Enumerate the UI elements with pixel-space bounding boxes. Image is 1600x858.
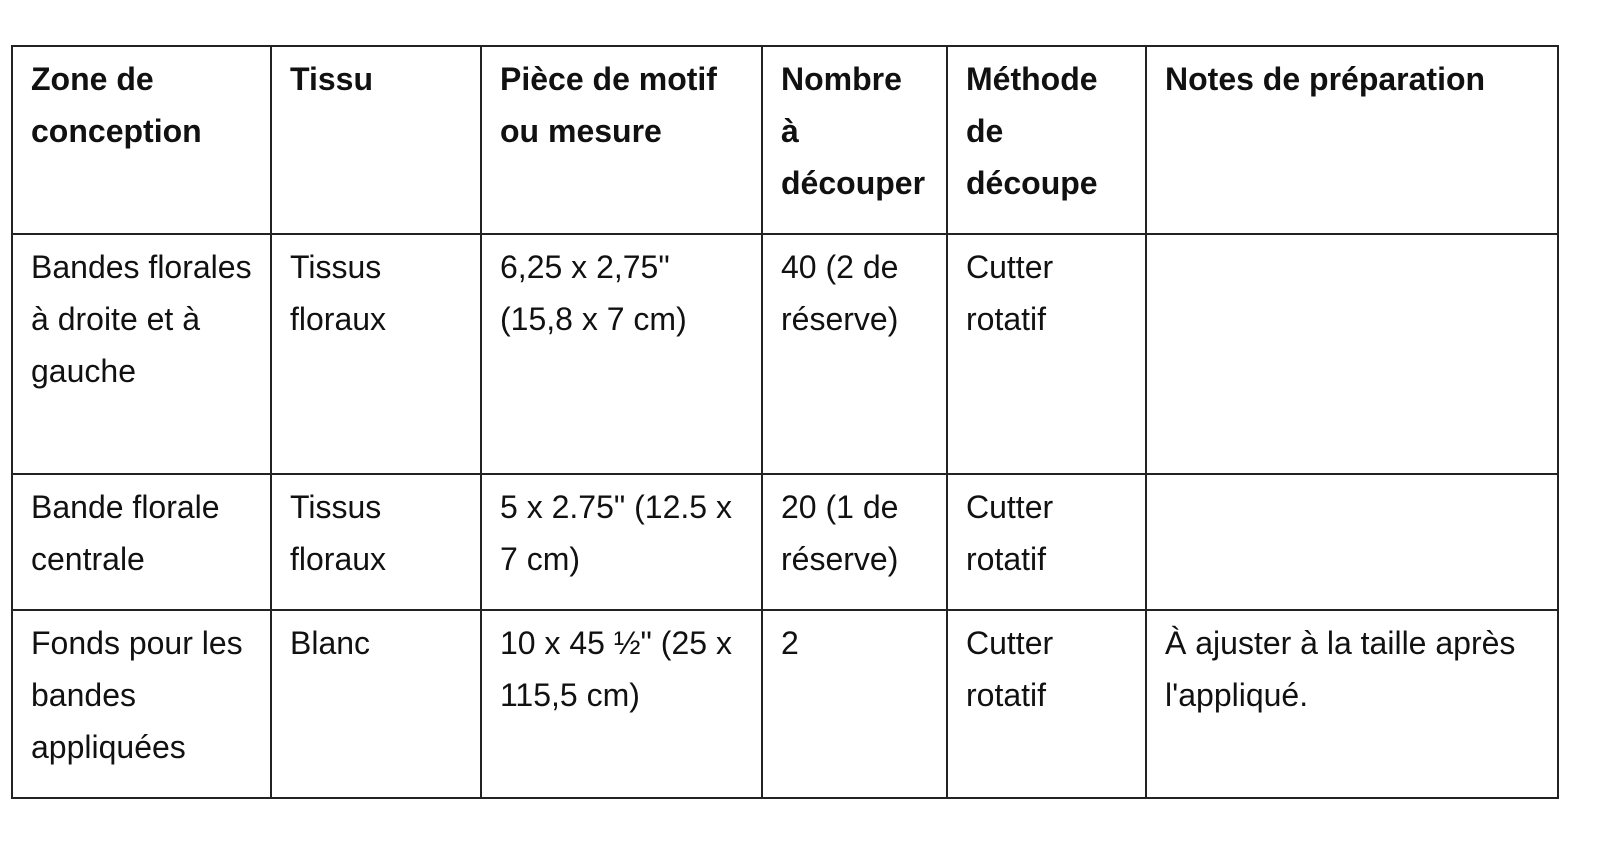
table-body [12, 234, 1558, 798]
cell-notes [1146, 234, 1558, 474]
header-notes: Notes de préparation [1146, 46, 1558, 234]
cell-method: Cutter rotatif [947, 610, 1146, 798]
cell-zone: Fonds pour les bandes appliquées [12, 610, 271, 798]
cell-zone: Bandes florales à droite et à gauche [12, 234, 271, 474]
cell-pattern-piece: 6,25 x 2,75" (15,8 x 7 cm) [481, 234, 762, 474]
cell-notes: À ajuster à la taille après l'appliqué. [1146, 610, 1558, 798]
table-header [12, 46, 1558, 234]
header-method: Méthode de découpe [947, 46, 1146, 234]
cell-count: 40 (2 de réserve) [762, 234, 947, 474]
header-fabric: Tissu [271, 46, 481, 234]
cell-method: Cutter rotatif [947, 234, 1146, 474]
cell-fabric: Tissus floraux [271, 474, 481, 610]
table-row [12, 234, 1558, 474]
cell-pattern-piece: 10 x 45 ½" (25 x 115,5 cm) [481, 610, 762, 798]
table-row [12, 474, 1558, 610]
cell-pattern-piece: 5 x 2.75" (12.5 x 7 cm) [481, 474, 762, 610]
cell-method: Cutter rotatif [947, 474, 1146, 610]
cell-fabric: Blanc [271, 610, 481, 798]
table-row [12, 610, 1558, 798]
cell-zone: Bande florale centrale [12, 474, 271, 610]
cell-notes [1146, 474, 1558, 610]
header-count: Nombre à découper [762, 46, 947, 234]
cell-count: 20 (1 de réserve) [762, 474, 947, 610]
header-row [12, 46, 1558, 234]
cutting-table [11, 45, 1559, 799]
header-pattern-piece: Pièce de motif ou mesure [481, 46, 762, 234]
cell-fabric: Tissus floraux [271, 234, 481, 474]
header-zone: Zone de conception [12, 46, 271, 234]
cell-count: 2 [762, 610, 947, 798]
